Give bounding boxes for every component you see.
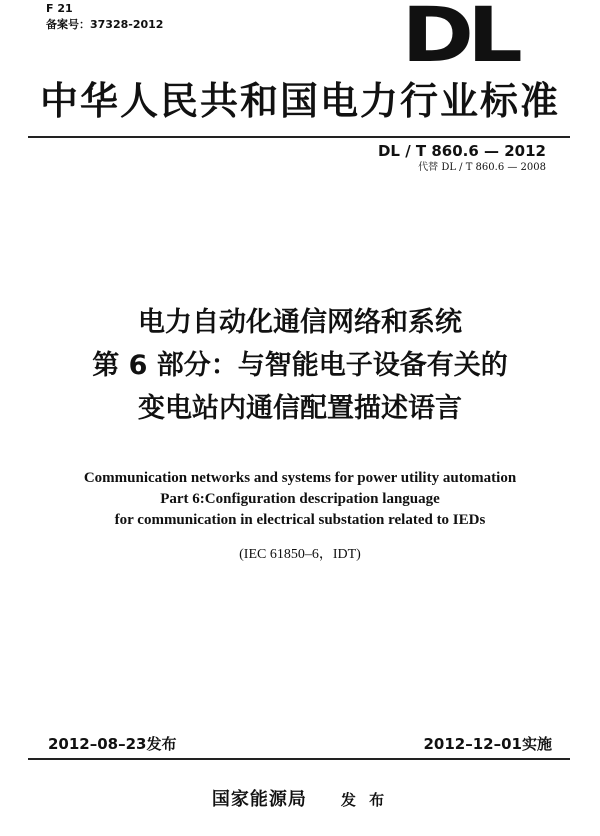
standard-code: DL / T 860.6 — 2012	[377, 142, 546, 160]
publish-date: 2012–08–23发布	[48, 735, 177, 753]
title-en-line-3: for communication in electrical substation related to IEDs	[114, 512, 486, 528]
title-cn-line-2: 第 6 部分：与智能电子设备有关的	[92, 350, 508, 381]
footer-divider	[28, 758, 570, 760]
replaces-standard: 代替 DL / T 860.6 — 2008	[418, 162, 546, 173]
adoption-note: (IEC 61850–6，IDT)	[239, 547, 361, 562]
header-divider	[28, 136, 570, 138]
record-number: 备案号：37328-2012	[46, 18, 164, 31]
title-en-line-1: Communication networks and systems for power utility automation	[83, 470, 517, 486]
dl-logo	[398, 0, 520, 79]
issuer-line	[0, 788, 600, 812]
title-en-line-2: Part 6:Configuration descripation language	[160, 491, 440, 507]
effective-date: 2012–12–01实施	[423, 735, 552, 753]
organization-title: 中华人民共和国电力行业标准	[39, 78, 560, 123]
issuer-name: 国家能源局	[211, 789, 307, 810]
dl-logo-text: DL	[401, 0, 517, 79]
classification-code: F 21	[46, 2, 73, 15]
issue-verb: 发 布	[340, 791, 389, 809]
title-cn-line-1: 电力自动化通信网络和系统	[138, 307, 462, 338]
title-cn-line-3: 变电站内通信配置描述语言	[138, 393, 462, 424]
